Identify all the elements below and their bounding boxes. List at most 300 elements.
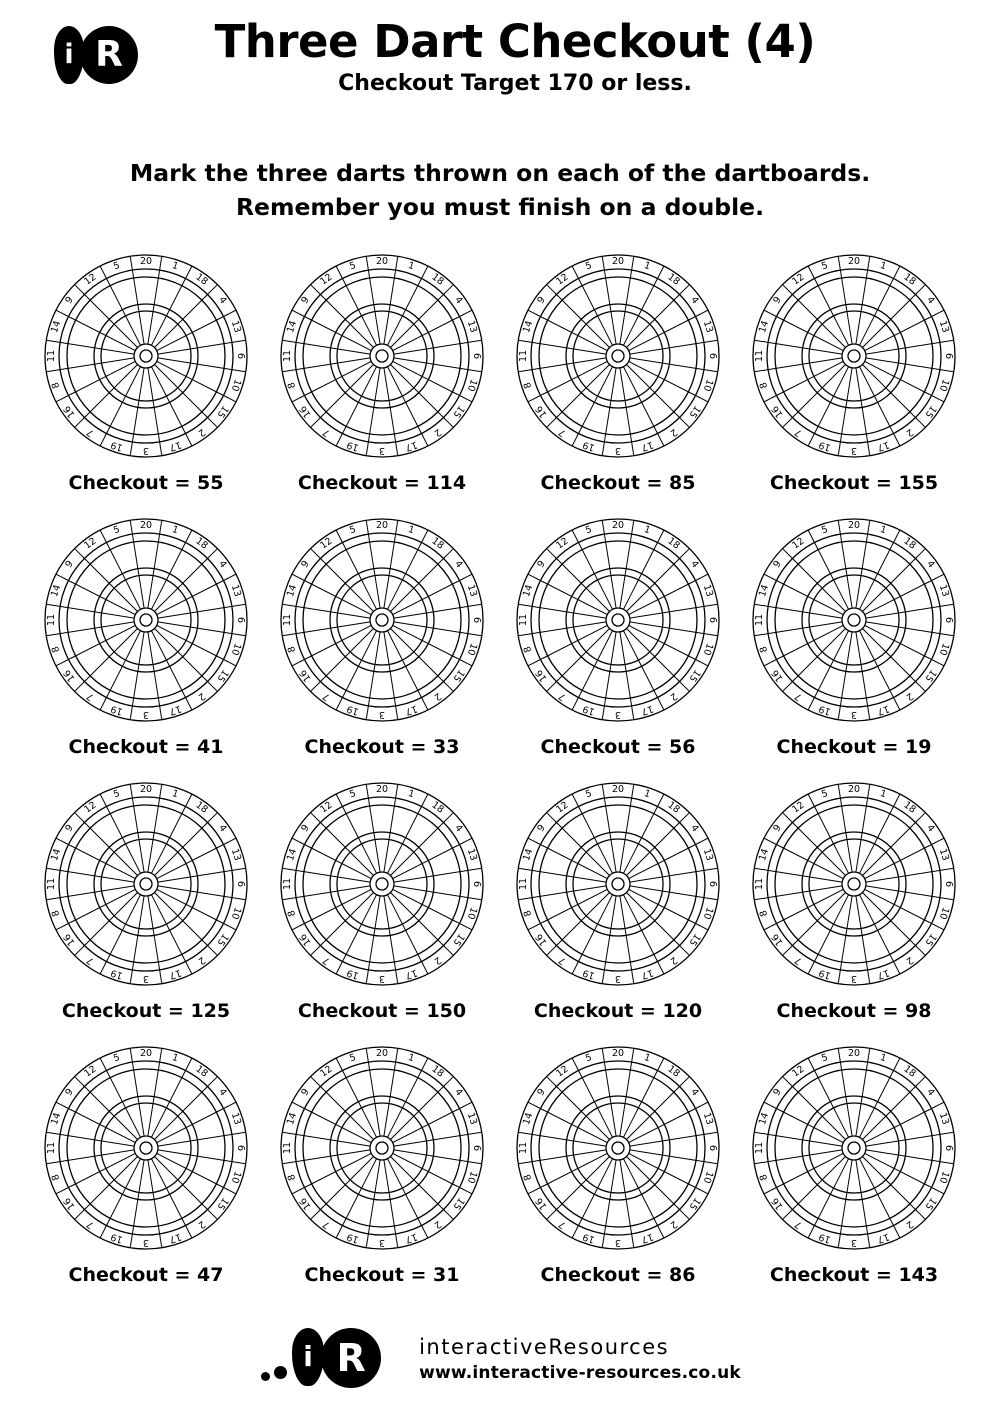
svg-text:7: 7 — [792, 1218, 805, 1231]
dartboard-cell — [736, 512, 972, 758]
logo-dot-small-icon — [261, 1372, 270, 1381]
svg-text:20: 20 — [611, 784, 625, 796]
svg-text:13: 13 — [700, 583, 715, 599]
svg-text:18: 18 — [429, 1063, 446, 1080]
svg-text:11: 11 — [754, 614, 765, 627]
svg-text:19: 19 — [817, 438, 833, 454]
svg-text:6: 6 — [943, 353, 954, 360]
svg-text:19: 19 — [109, 966, 125, 982]
svg-text:13: 13 — [936, 847, 951, 863]
dartboard-cell — [264, 248, 500, 494]
svg-text:17: 17 — [639, 438, 655, 454]
svg-text:9: 9 — [771, 1086, 784, 1099]
dartboard-icon[interactable] — [38, 248, 254, 464]
svg-text:14: 14 — [285, 847, 300, 863]
checkout-caption: Checkout = 47 — [68, 1264, 224, 1287]
svg-text:16: 16 — [297, 403, 314, 420]
ir-logo-icon — [52, 26, 136, 88]
svg-text:3: 3 — [850, 973, 858, 985]
svg-text:17: 17 — [167, 966, 183, 982]
svg-text:18: 18 — [429, 535, 446, 552]
dartboard-cell — [500, 248, 736, 494]
svg-text:4: 4 — [924, 558, 937, 571]
svg-text:14: 14 — [285, 319, 300, 335]
dartboard-icon[interactable] — [38, 776, 254, 992]
svg-text:12: 12 — [790, 1063, 807, 1080]
svg-text:2: 2 — [903, 426, 916, 439]
svg-text:15: 15 — [922, 667, 939, 684]
svg-text:1: 1 — [406, 524, 416, 537]
checkout-caption: Checkout = 143 — [769, 1264, 939, 1287]
svg-text:2: 2 — [431, 426, 444, 439]
svg-text:13: 13 — [700, 847, 715, 863]
svg-text:7: 7 — [556, 1218, 569, 1231]
svg-text:7: 7 — [792, 426, 805, 439]
svg-text:15: 15 — [450, 1195, 467, 1212]
svg-text:14: 14 — [521, 847, 536, 863]
svg-text:12: 12 — [554, 1063, 571, 1080]
svg-text:16: 16 — [61, 931, 78, 948]
svg-text:18: 18 — [193, 271, 210, 288]
svg-text:10: 10 — [700, 905, 715, 921]
svg-text:7: 7 — [320, 1218, 333, 1231]
svg-text:16: 16 — [769, 931, 786, 948]
svg-text:5: 5 — [584, 524, 594, 537]
svg-text:12: 12 — [82, 799, 99, 816]
svg-text:19: 19 — [109, 702, 125, 718]
svg-text:5: 5 — [348, 788, 358, 801]
svg-text:16: 16 — [533, 1195, 550, 1212]
svg-text:1: 1 — [170, 788, 180, 801]
svg-text:12: 12 — [82, 271, 99, 288]
svg-text:4: 4 — [924, 294, 937, 307]
svg-text:7: 7 — [320, 426, 333, 439]
svg-text:7: 7 — [84, 426, 97, 439]
svg-text:18: 18 — [901, 535, 918, 552]
svg-text:4: 4 — [688, 294, 701, 307]
dartboard-icon[interactable] — [746, 1040, 962, 1256]
instruction-line-2: Remember you must finish on a double. — [235, 193, 765, 222]
dartboard-cell — [28, 512, 264, 758]
svg-text:16: 16 — [297, 931, 314, 948]
dartboard-icon[interactable] — [38, 512, 254, 728]
svg-text:5: 5 — [584, 1052, 594, 1065]
svg-text:1: 1 — [170, 260, 180, 273]
checkout-caption: Checkout = 120 — [533, 1000, 703, 1023]
dartboard-cell — [500, 1040, 736, 1286]
svg-text:14: 14 — [49, 1111, 64, 1127]
svg-text:2: 2 — [195, 426, 208, 439]
svg-text:14: 14 — [521, 583, 536, 599]
checkout-caption: Checkout = 155 — [769, 472, 939, 495]
svg-text:10: 10 — [464, 641, 479, 657]
checkout-caption: Checkout = 150 — [297, 1000, 467, 1023]
checkout-caption: Checkout = 56 — [540, 736, 696, 759]
svg-text:14: 14 — [521, 1111, 536, 1127]
svg-text:20: 20 — [139, 520, 153, 532]
svg-text:3: 3 — [850, 709, 858, 721]
dartboard-cell — [736, 248, 972, 494]
svg-text:6: 6 — [943, 881, 954, 888]
svg-text:15: 15 — [922, 931, 939, 948]
svg-text:20: 20 — [611, 256, 625, 268]
dartboard-cell — [264, 512, 500, 758]
svg-text:2: 2 — [667, 954, 680, 967]
svg-text:8: 8 — [285, 908, 299, 918]
svg-text:12: 12 — [318, 1063, 335, 1080]
checkout-caption: Checkout = 85 — [540, 472, 696, 495]
svg-text:1: 1 — [878, 1052, 888, 1065]
svg-text:7: 7 — [556, 954, 569, 967]
checkout-caption: Checkout = 86 — [540, 1264, 696, 1287]
svg-text:7: 7 — [556, 426, 569, 439]
svg-text:8: 8 — [49, 380, 63, 390]
svg-text:17: 17 — [167, 438, 183, 454]
dartboard-cell — [736, 1040, 972, 1286]
svg-text:13: 13 — [464, 583, 479, 599]
svg-text:4: 4 — [924, 822, 937, 835]
svg-text:13: 13 — [228, 583, 243, 599]
svg-text:6: 6 — [471, 881, 482, 888]
svg-text:17: 17 — [639, 966, 655, 982]
svg-text:7: 7 — [320, 690, 333, 703]
footer-ir-logo-icon — [259, 1328, 409, 1390]
svg-text:12: 12 — [318, 535, 335, 552]
svg-text:9: 9 — [63, 822, 76, 835]
dartboard-cell — [264, 1040, 500, 1286]
dartboard-icon[interactable] — [746, 248, 962, 464]
svg-text:14: 14 — [49, 319, 64, 335]
svg-text:20: 20 — [375, 256, 389, 268]
footer-logo-i-letter: i — [303, 1340, 313, 1373]
svg-text:15: 15 — [214, 403, 231, 420]
svg-text:7: 7 — [556, 690, 569, 703]
svg-text:10: 10 — [936, 641, 951, 657]
svg-text:9: 9 — [299, 558, 312, 571]
svg-text:13: 13 — [228, 847, 243, 863]
svg-text:9: 9 — [771, 294, 784, 307]
svg-text:6: 6 — [707, 1145, 718, 1152]
svg-text:11: 11 — [754, 1142, 765, 1155]
dartboard-icon[interactable] — [510, 248, 726, 464]
svg-text:3: 3 — [378, 709, 386, 721]
svg-text:3: 3 — [850, 1237, 858, 1249]
svg-text:18: 18 — [665, 535, 682, 552]
checkout-caption: Checkout = 19 — [776, 736, 932, 759]
svg-text:1: 1 — [406, 788, 416, 801]
svg-text:1: 1 — [878, 524, 888, 537]
svg-text:16: 16 — [769, 403, 786, 420]
svg-text:17: 17 — [639, 1230, 655, 1246]
svg-text:20: 20 — [139, 784, 153, 796]
svg-text:15: 15 — [450, 403, 467, 420]
svg-text:17: 17 — [403, 1230, 419, 1246]
svg-text:19: 19 — [581, 702, 597, 718]
checkout-caption: Checkout = 114 — [297, 472, 467, 495]
svg-text:3: 3 — [614, 1237, 622, 1249]
svg-text:1: 1 — [406, 1052, 416, 1065]
svg-text:8: 8 — [285, 1172, 299, 1182]
svg-text:7: 7 — [84, 954, 97, 967]
svg-text:13: 13 — [936, 319, 951, 335]
svg-text:13: 13 — [464, 1111, 479, 1127]
svg-text:20: 20 — [611, 520, 625, 532]
dartboard-icon[interactable] — [38, 1040, 254, 1256]
svg-text:11: 11 — [518, 878, 529, 891]
svg-text:19: 19 — [817, 1230, 833, 1246]
svg-text:10: 10 — [936, 905, 951, 921]
svg-text:13: 13 — [228, 1111, 243, 1127]
checkout-caption: Checkout = 31 — [304, 1264, 460, 1287]
svg-text:12: 12 — [790, 271, 807, 288]
svg-text:2: 2 — [431, 1218, 444, 1231]
svg-text:9: 9 — [535, 558, 548, 571]
svg-text:17: 17 — [875, 966, 891, 982]
svg-text:12: 12 — [554, 535, 571, 552]
footer-url[interactable]: www.interactive-resources.co.uk — [419, 1362, 741, 1383]
svg-text:5: 5 — [112, 524, 122, 537]
svg-text:17: 17 — [403, 966, 419, 982]
svg-text:10: 10 — [464, 1169, 479, 1185]
svg-text:16: 16 — [61, 667, 78, 684]
svg-text:11: 11 — [518, 1142, 529, 1155]
svg-text:1: 1 — [406, 260, 416, 273]
dartboard-icon[interactable] — [274, 1040, 490, 1256]
svg-text:10: 10 — [464, 905, 479, 921]
svg-text:2: 2 — [667, 690, 680, 703]
svg-text:6: 6 — [471, 353, 482, 360]
svg-text:13: 13 — [464, 319, 479, 335]
svg-text:4: 4 — [216, 822, 229, 835]
svg-text:4: 4 — [688, 822, 701, 835]
svg-text:8: 8 — [49, 1172, 63, 1182]
svg-text:20: 20 — [139, 256, 153, 268]
svg-text:7: 7 — [320, 954, 333, 967]
page-header — [0, 0, 1000, 128]
svg-text:15: 15 — [686, 667, 703, 684]
svg-text:14: 14 — [49, 583, 64, 599]
svg-text:18: 18 — [193, 535, 210, 552]
svg-text:3: 3 — [142, 1237, 150, 1249]
svg-text:17: 17 — [167, 1230, 183, 1246]
svg-text:12: 12 — [790, 799, 807, 816]
svg-text:4: 4 — [688, 558, 701, 571]
svg-text:17: 17 — [403, 438, 419, 454]
svg-text:6: 6 — [235, 881, 246, 888]
svg-text:8: 8 — [757, 1172, 771, 1182]
svg-text:18: 18 — [429, 271, 446, 288]
svg-text:2: 2 — [195, 1218, 208, 1231]
svg-text:9: 9 — [535, 1086, 548, 1099]
svg-text:8: 8 — [521, 908, 535, 918]
svg-text:19: 19 — [109, 1230, 125, 1246]
footer-text — [419, 1333, 741, 1384]
svg-text:3: 3 — [142, 973, 150, 985]
svg-text:18: 18 — [429, 799, 446, 816]
svg-text:11: 11 — [282, 1142, 293, 1155]
svg-text:6: 6 — [235, 1145, 246, 1152]
svg-text:11: 11 — [46, 614, 57, 627]
dartboard-icon[interactable] — [274, 512, 490, 728]
svg-text:17: 17 — [167, 702, 183, 718]
svg-text:1: 1 — [642, 1052, 652, 1065]
svg-text:10: 10 — [228, 377, 243, 393]
svg-text:5: 5 — [112, 1052, 122, 1065]
checkout-caption: Checkout = 125 — [61, 1000, 231, 1023]
svg-text:18: 18 — [193, 799, 210, 816]
svg-text:7: 7 — [792, 954, 805, 967]
svg-text:11: 11 — [282, 614, 293, 627]
svg-text:3: 3 — [142, 445, 150, 457]
svg-text:9: 9 — [771, 822, 784, 835]
svg-text:11: 11 — [282, 878, 293, 891]
dartboard-icon[interactable] — [510, 776, 726, 992]
svg-text:5: 5 — [820, 524, 830, 537]
svg-text:5: 5 — [820, 788, 830, 801]
svg-text:13: 13 — [936, 1111, 951, 1127]
dartboard-icon[interactable] — [510, 1040, 726, 1256]
svg-text:1: 1 — [642, 788, 652, 801]
svg-text:8: 8 — [521, 1172, 535, 1182]
svg-text:6: 6 — [235, 353, 246, 360]
svg-text:17: 17 — [875, 438, 891, 454]
svg-text:11: 11 — [754, 350, 765, 363]
footer-logo-r-letter: R — [336, 1336, 366, 1380]
dartboard-icon[interactable] — [274, 776, 490, 992]
page-subtitle: Checkout Target 170 or less. — [338, 71, 692, 97]
svg-text:17: 17 — [639, 702, 655, 718]
svg-text:19: 19 — [581, 966, 597, 982]
svg-text:19: 19 — [817, 702, 833, 718]
checkout-caption: Checkout = 41 — [68, 736, 224, 759]
svg-text:6: 6 — [235, 617, 246, 624]
svg-text:2: 2 — [431, 954, 444, 967]
svg-text:19: 19 — [581, 438, 597, 454]
svg-text:12: 12 — [318, 799, 335, 816]
svg-text:4: 4 — [452, 822, 465, 835]
svg-text:15: 15 — [214, 931, 231, 948]
svg-text:20: 20 — [847, 256, 861, 268]
svg-text:20: 20 — [139, 1048, 153, 1060]
svg-text:15: 15 — [922, 403, 939, 420]
svg-text:5: 5 — [112, 260, 122, 273]
svg-text:5: 5 — [820, 1052, 830, 1065]
svg-text:9: 9 — [299, 822, 312, 835]
svg-text:12: 12 — [790, 535, 807, 552]
svg-text:15: 15 — [214, 1195, 231, 1212]
dartboard-cell — [28, 1040, 264, 1286]
svg-text:13: 13 — [700, 319, 715, 335]
svg-text:4: 4 — [452, 294, 465, 307]
svg-text:14: 14 — [757, 1111, 772, 1127]
svg-text:11: 11 — [46, 350, 57, 363]
svg-text:8: 8 — [521, 644, 535, 654]
logo-dot-large-icon — [274, 1366, 287, 1379]
instructions — [0, 156, 1000, 224]
checkout-caption: Checkout = 98 — [776, 1000, 932, 1023]
svg-text:6: 6 — [943, 1145, 954, 1152]
svg-text:5: 5 — [820, 260, 830, 273]
svg-text:4: 4 — [452, 558, 465, 571]
svg-text:16: 16 — [61, 1195, 78, 1212]
svg-text:9: 9 — [299, 1086, 312, 1099]
logo-r-letter: R — [95, 34, 123, 75]
dartboard-icon[interactable] — [746, 512, 962, 728]
svg-text:18: 18 — [193, 1063, 210, 1080]
svg-text:5: 5 — [348, 524, 358, 537]
svg-text:11: 11 — [46, 878, 57, 891]
svg-text:9: 9 — [535, 822, 548, 835]
svg-text:6: 6 — [471, 617, 482, 624]
svg-text:2: 2 — [903, 690, 916, 703]
dartboard-cell — [264, 776, 500, 1022]
svg-text:14: 14 — [521, 319, 536, 335]
svg-text:3: 3 — [614, 709, 622, 721]
svg-text:5: 5 — [112, 788, 122, 801]
svg-text:16: 16 — [533, 403, 550, 420]
svg-text:8: 8 — [285, 380, 299, 390]
svg-text:16: 16 — [769, 667, 786, 684]
svg-text:15: 15 — [686, 403, 703, 420]
svg-text:5: 5 — [584, 788, 594, 801]
svg-text:9: 9 — [63, 294, 76, 307]
page-title: Three Dart Checkout (4) — [214, 15, 816, 68]
svg-text:4: 4 — [216, 558, 229, 571]
svg-text:11: 11 — [518, 614, 529, 627]
svg-text:8: 8 — [757, 908, 771, 918]
svg-text:3: 3 — [378, 1237, 386, 1249]
svg-text:4: 4 — [452, 1086, 465, 1099]
dartboard-icon[interactable] — [274, 248, 490, 464]
svg-text:4: 4 — [216, 294, 229, 307]
svg-text:15: 15 — [922, 1195, 939, 1212]
svg-text:18: 18 — [665, 271, 682, 288]
svg-text:13: 13 — [228, 319, 243, 335]
svg-text:6: 6 — [707, 617, 718, 624]
svg-text:10: 10 — [700, 1169, 715, 1185]
svg-text:1: 1 — [170, 1052, 180, 1065]
svg-text:11: 11 — [46, 1142, 57, 1155]
dartboard-grid — [0, 248, 1000, 1286]
svg-text:10: 10 — [700, 377, 715, 393]
svg-text:15: 15 — [214, 667, 231, 684]
svg-text:3: 3 — [850, 445, 858, 457]
svg-text:12: 12 — [82, 535, 99, 552]
svg-text:13: 13 — [936, 583, 951, 599]
svg-text:12: 12 — [554, 799, 571, 816]
svg-text:11: 11 — [518, 350, 529, 363]
svg-text:6: 6 — [707, 353, 718, 360]
checkout-caption: Checkout = 55 — [68, 472, 224, 495]
svg-text:3: 3 — [614, 973, 622, 985]
svg-text:9: 9 — [63, 1086, 76, 1099]
svg-text:14: 14 — [285, 1111, 300, 1127]
svg-text:16: 16 — [61, 403, 78, 420]
svg-text:18: 18 — [665, 1063, 682, 1080]
page-footer — [0, 1328, 1000, 1390]
svg-text:20: 20 — [375, 520, 389, 532]
svg-text:5: 5 — [348, 1052, 358, 1065]
svg-text:3: 3 — [614, 445, 622, 457]
svg-text:17: 17 — [403, 702, 419, 718]
svg-text:14: 14 — [285, 583, 300, 599]
svg-text:1: 1 — [642, 260, 652, 273]
svg-text:1: 1 — [878, 260, 888, 273]
svg-text:8: 8 — [757, 380, 771, 390]
dartboard-icon[interactable] — [510, 512, 726, 728]
dartboard-icon[interactable] — [746, 776, 962, 992]
svg-text:8: 8 — [285, 644, 299, 654]
